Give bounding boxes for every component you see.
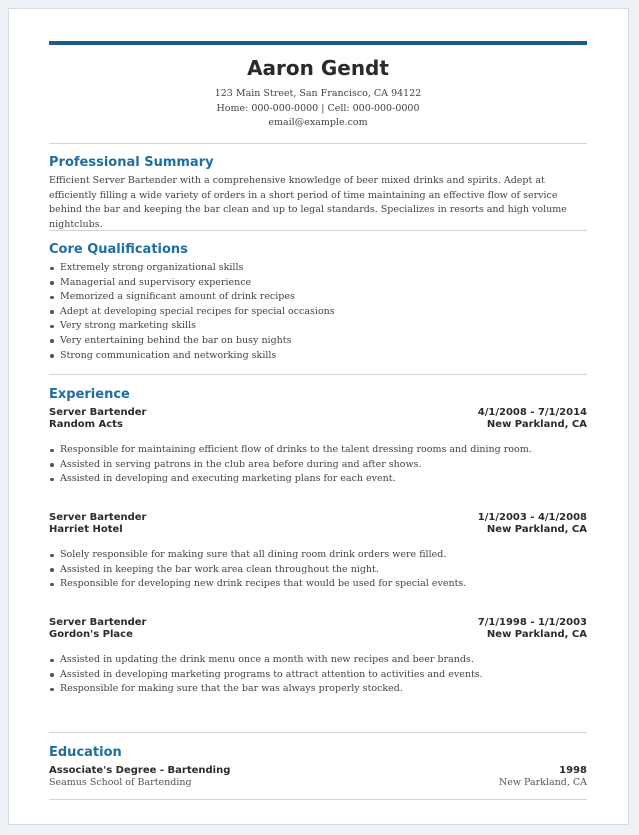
section-title-summary: Professional Summary (49, 155, 214, 170)
divider (49, 143, 587, 144)
list-item: Assisted in developing and executing marketing plans for each event. (49, 472, 587, 487)
job-company-row (49, 628, 587, 641)
divider (49, 799, 587, 800)
education-year: 1998 (559, 765, 587, 776)
resume-page (8, 8, 629, 825)
list-item: Extremely strong organizational skills (49, 261, 587, 276)
job-dates: 4/1/2008 - 7/1/2014 (477, 407, 587, 418)
job-duties-list (49, 443, 587, 487)
list-item: Assisted in serving patrons in the club area before during and after shows. (49, 458, 587, 473)
divider (49, 732, 587, 733)
resume-header (49, 55, 587, 131)
job-location: New Parkland, CA (486, 419, 587, 430)
address: 123 Main Street, San Francisco, CA 94122 (214, 88, 422, 99)
summary-text: Efficient Server Bartender with a comprehensive knowledge of beer mixed drinks and spirits. Adept at efficiently filling a wide variety of orders in a short period of time maintaining an effective flow of service behind the bar and keeping the bar clean and up to legal standards. Specializes in resorts and high volume nightclubs. (49, 175, 567, 231)
divider (49, 374, 587, 375)
list-item: Managerial and supervisory experience (49, 276, 587, 291)
list-item: Strong communication and networking skills (49, 349, 587, 364)
job-dates: 7/1/1998 - 1/1/2003 (477, 617, 587, 628)
job-company: Harriet Hotel (49, 524, 123, 535)
list-item: Responsible for making sure that the bar was always properly stocked. (49, 682, 587, 697)
list-item: Solely responsible for making sure that all dining room drink orders were filled. (49, 548, 587, 563)
phone-numbers: Home: 000-000-0000 | Cell: 000-000-0000 (216, 102, 420, 114)
email: email@example.com (268, 117, 368, 128)
education-location: New Parkland, CA (498, 777, 587, 788)
job-company: Random Acts (49, 419, 123, 430)
job-location: New Parkland, CA (486, 524, 587, 535)
list-item: Assisted in developing marketing programs to attract attention to activities and events. (49, 668, 587, 683)
job-duties-list (49, 548, 587, 592)
section-title-education: Education (49, 745, 122, 760)
list-item: Responsible for developing new drink recipes that would be used for special events. (49, 577, 587, 592)
job-company-row (49, 523, 587, 536)
education-degree: Associate's Degree - Bartending (49, 765, 231, 776)
divider (49, 230, 587, 231)
qualifications-list (49, 261, 587, 363)
job-duties-list (49, 653, 587, 697)
candidate-name: Aaron Gendt (247, 56, 389, 80)
education-school: Seamus School of Bartending (49, 777, 192, 788)
job-role: Server Bartender (49, 407, 147, 418)
list-item: Very entertaining behind the bar on busy nights (49, 334, 587, 349)
job-role: Server Bartender (49, 617, 147, 628)
list-item: Memorized a significant amount of drink recipes (49, 290, 587, 305)
section-title-qualifications: Core Qualifications (49, 242, 188, 257)
job-company-row (49, 418, 587, 431)
list-item: Responsible for maintaining efficient flow of drinks to the talent dressing rooms and dining room. (49, 443, 587, 458)
education-school-row (49, 776, 587, 789)
job-company: Gordon's Place (49, 629, 133, 640)
job-location: New Parkland, CA (486, 629, 587, 640)
list-item: Very strong marketing skills (49, 319, 587, 334)
list-item: Assisted in updating the drink menu once a month with new recipes and beer brands. (49, 653, 587, 668)
list-item: Adept at developing special recipes for special occasions (49, 305, 587, 320)
section-title-experience: Experience (49, 387, 130, 402)
job-dates: 1/1/2003 - 4/1/2008 (477, 512, 587, 523)
top-accent-rule (49, 41, 587, 45)
job-role: Server Bartender (49, 512, 147, 523)
list-item: Assisted in keeping the bar work area clean throughout the night. (49, 563, 587, 578)
